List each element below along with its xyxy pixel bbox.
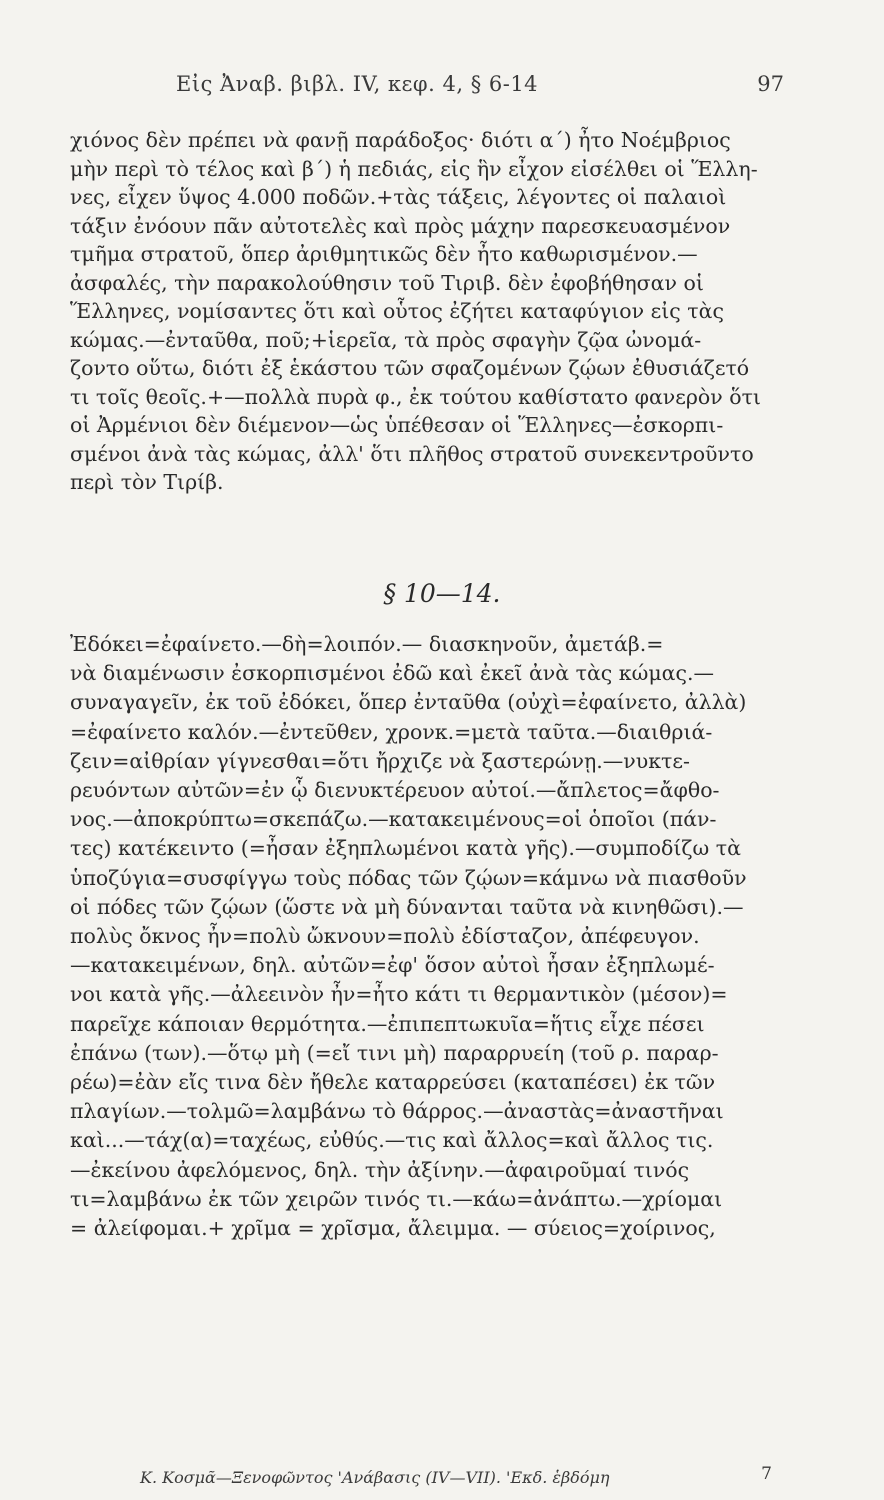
note-line: ζειν=αἰθρίαν γίγνεσθαι=ὅτι ἤρχιζε νὰ ξαστερώνῃ.—νυκτε-	[70, 748, 690, 773]
body-line: σμένοι ἀνὰ τὰς κώμας, ἀλλ' ὅτι πλῆθος στρατοῦ συνεκεντροῦντο	[70, 441, 754, 466]
body-line: τι τοῖς θεοῖς.+—πολλὰ πυρὰ φ., ἐκ τούτου καθίστατο φανερὸν ὅτι	[70, 384, 761, 409]
note-line: ρέω)=ἐὰν εἴς τινα δὲν ἤθελε καταρρεύσει (καταπέσει) ἐκ τῶν	[70, 1070, 716, 1095]
note-line: καὶ...—τάχ(α)=ταχέως, εὐθύς.—τις καὶ ἄλλος=καὶ ἄλλος τις.	[70, 1128, 714, 1153]
note-line: συναγαγεῖν, ἐκ τοῦ ἐδόκει, ὅπερ ἐνταῦθα (οὐχὶ=ἐφαίνετο, ἀλλὰ)	[70, 690, 747, 715]
note-line: νὰ διαμένωσιν ἐσκορπισμένοι ἐδῶ καὶ ἐκεῖ ἀνὰ τὰς κώμας.—	[70, 661, 714, 686]
body-line: τάξιν ἐνόουν πᾶν αὐτοτελὲς καὶ πρὸς μάχην παρεσκευασμένον	[70, 213, 731, 238]
note-line: ρευόντων αὐτῶν=ἐν ᾧ διενυκτέρευον αὐτοί.—ἄπλετος=ἄφθο-	[70, 778, 720, 803]
note-line: τες) κατέκειντο (=ἦσαν ἐξηπλωμένοι κατὰ γῆς).—συμποδίζω τὰ	[70, 836, 741, 861]
body-line: περὶ τὸν Τιρίβ.	[70, 470, 224, 494]
body-line: τμῆμα στρατοῦ, ὅπερ ἀριθμητικῶς δὲν ἦτο καθωρισμένον.—	[70, 242, 698, 266]
note-line: =ἐφαίνετο καλόν.—ἐντεῦθεν, χρονκ.=μετὰ ταῦτα.—διαιθριά-	[70, 719, 713, 744]
glossary-notes	[70, 630, 790, 1243]
page-number: 97	[757, 72, 784, 96]
note-line: πλαγίων.—τολμῶ=λαμβάνω τὸ θάρρος.—ἀναστὰς=ἀναστῆναι	[70, 1099, 724, 1124]
note-line: οἱ πόδες τῶν ζῴων (ὥστε νὰ μὴ δύνανται ταῦτα νὰ κινηθῶσι).—	[70, 894, 744, 919]
note-line: ὑποζύγια=συσφίγγω τοὺς πόδας τῶν ζῴων=κάμνω νὰ πιασθοῦν	[70, 865, 747, 890]
body-line: κώμας.—ἐνταῦθα, ποῦ;+ἱερεῖα, τὰ πρὸς σφαγὴν ζῷα ὠνομά-	[70, 327, 702, 352]
note-line: νοι κατὰ γῆς.—ἀλεεινὸν ἦν=ἦτο κάτι τι θερμαντικὸν (μέσον)=	[70, 982, 728, 1007]
body-line: ζοντο οὕτω, διότι ἐξ ἑκάστου τῶν σφαζομένων ζῴων ἐθυσιάζετό	[70, 356, 750, 380]
note-line: νος.—ἀποκρύπτω=σκεπάζω.—κατακειμένους=οἱ ὁποῖοι (πάν-	[70, 807, 717, 832]
note-line: πολὺς ὄκνος ἦν=πολὺ ὤκνουν=πολὺ ἐδίσταζον, ἀπέφευγον.	[70, 924, 700, 949]
note-line: Ἐδόκει=ἐφαίνετο.—δὴ=λοιπόν.— διασκηνοῦν, ἀμετάβ.=	[70, 632, 664, 656]
note-line: —ἐκείνου ἀφελόμενος, δηλ. τὴν ἀξίνην.—ἀφαιροῦμαί τινός	[70, 1157, 690, 1182]
commentary-body	[70, 126, 790, 497]
footer-imprint: Κ. Κοσμᾶ—Ξενοφῶντος 'Ανάβασις (IV—VII). 'Εκδ. ἑβδόμη	[140, 1468, 610, 1487]
body-line: μὴν περὶ τὸ τέλος καὶ β΄) ἡ πεδιάς, εἰς ἣν εἶχον εἰσέλθει οἱ Ἕλλη-	[70, 156, 758, 181]
note-line: ἐπάνω (των).—ὅτῳ μὴ (=εἴ τινι μὴ) παραρρυείη (τοῦ ρ. παραρ-	[70, 1040, 719, 1065]
body-line: ἀσφαλές, τὴν παρακολούθησιν τοῦ Τιριβ. δὲν ἐφοβήθησαν οἱ	[70, 270, 704, 295]
body-line: οἱ Ἀρμένιοι δὲν διέμενον—ὡς ὑπέθεσαν οἱ Ἕλληνες—ἐσκορπι-	[70, 413, 724, 437]
section-heading: § 10—14.	[383, 579, 501, 608]
page-footer	[0, 1464, 884, 1498]
body-line: χιόνος δὲν πρέπει νὰ φανῇ παράδοξος· διότι α΄) ἦτο Νοέμβριος	[70, 128, 731, 152]
printer-signature: 7	[761, 1464, 772, 1484]
note-line: τι=λαμβάνω ἐκ τῶν χειρῶν τινός τι.—κάω=ἀνάπτω.—χρίομαι	[70, 1186, 723, 1211]
note-line: = ἀλείφομαι.+ χρῖμα = χρῖσμα, ἄλειμμα. — σύειος=χοίρινος,	[70, 1216, 716, 1241]
page-header	[0, 72, 884, 112]
running-head: Εἰς Ἀναβ. βιβλ. IV, κεφ. 4, § 6-14	[176, 72, 539, 96]
body-line: νες, εἶχεν ὕψος 4.000 ποδῶν.+τὰς τάξεις, λέγοντες οἱ παλαιοὶ	[70, 185, 727, 209]
body-line: Ἕλληνες, νομίσαντες ὅτι καὶ οὗτος ἐζήτει καταφύγιον εἰς τὰς	[70, 299, 724, 323]
note-line: παρεῖχε κάποιαν θερμότητα.—ἐπιπεπτωκυῖα=ἥτις εἶχε πέσει	[70, 1011, 705, 1036]
note-line: —κατακειμένων, δηλ. αὐτῶν=ἐφ' ὅσον αὐτοὶ ἦσαν ἐξηπλωμέ-	[70, 953, 715, 978]
